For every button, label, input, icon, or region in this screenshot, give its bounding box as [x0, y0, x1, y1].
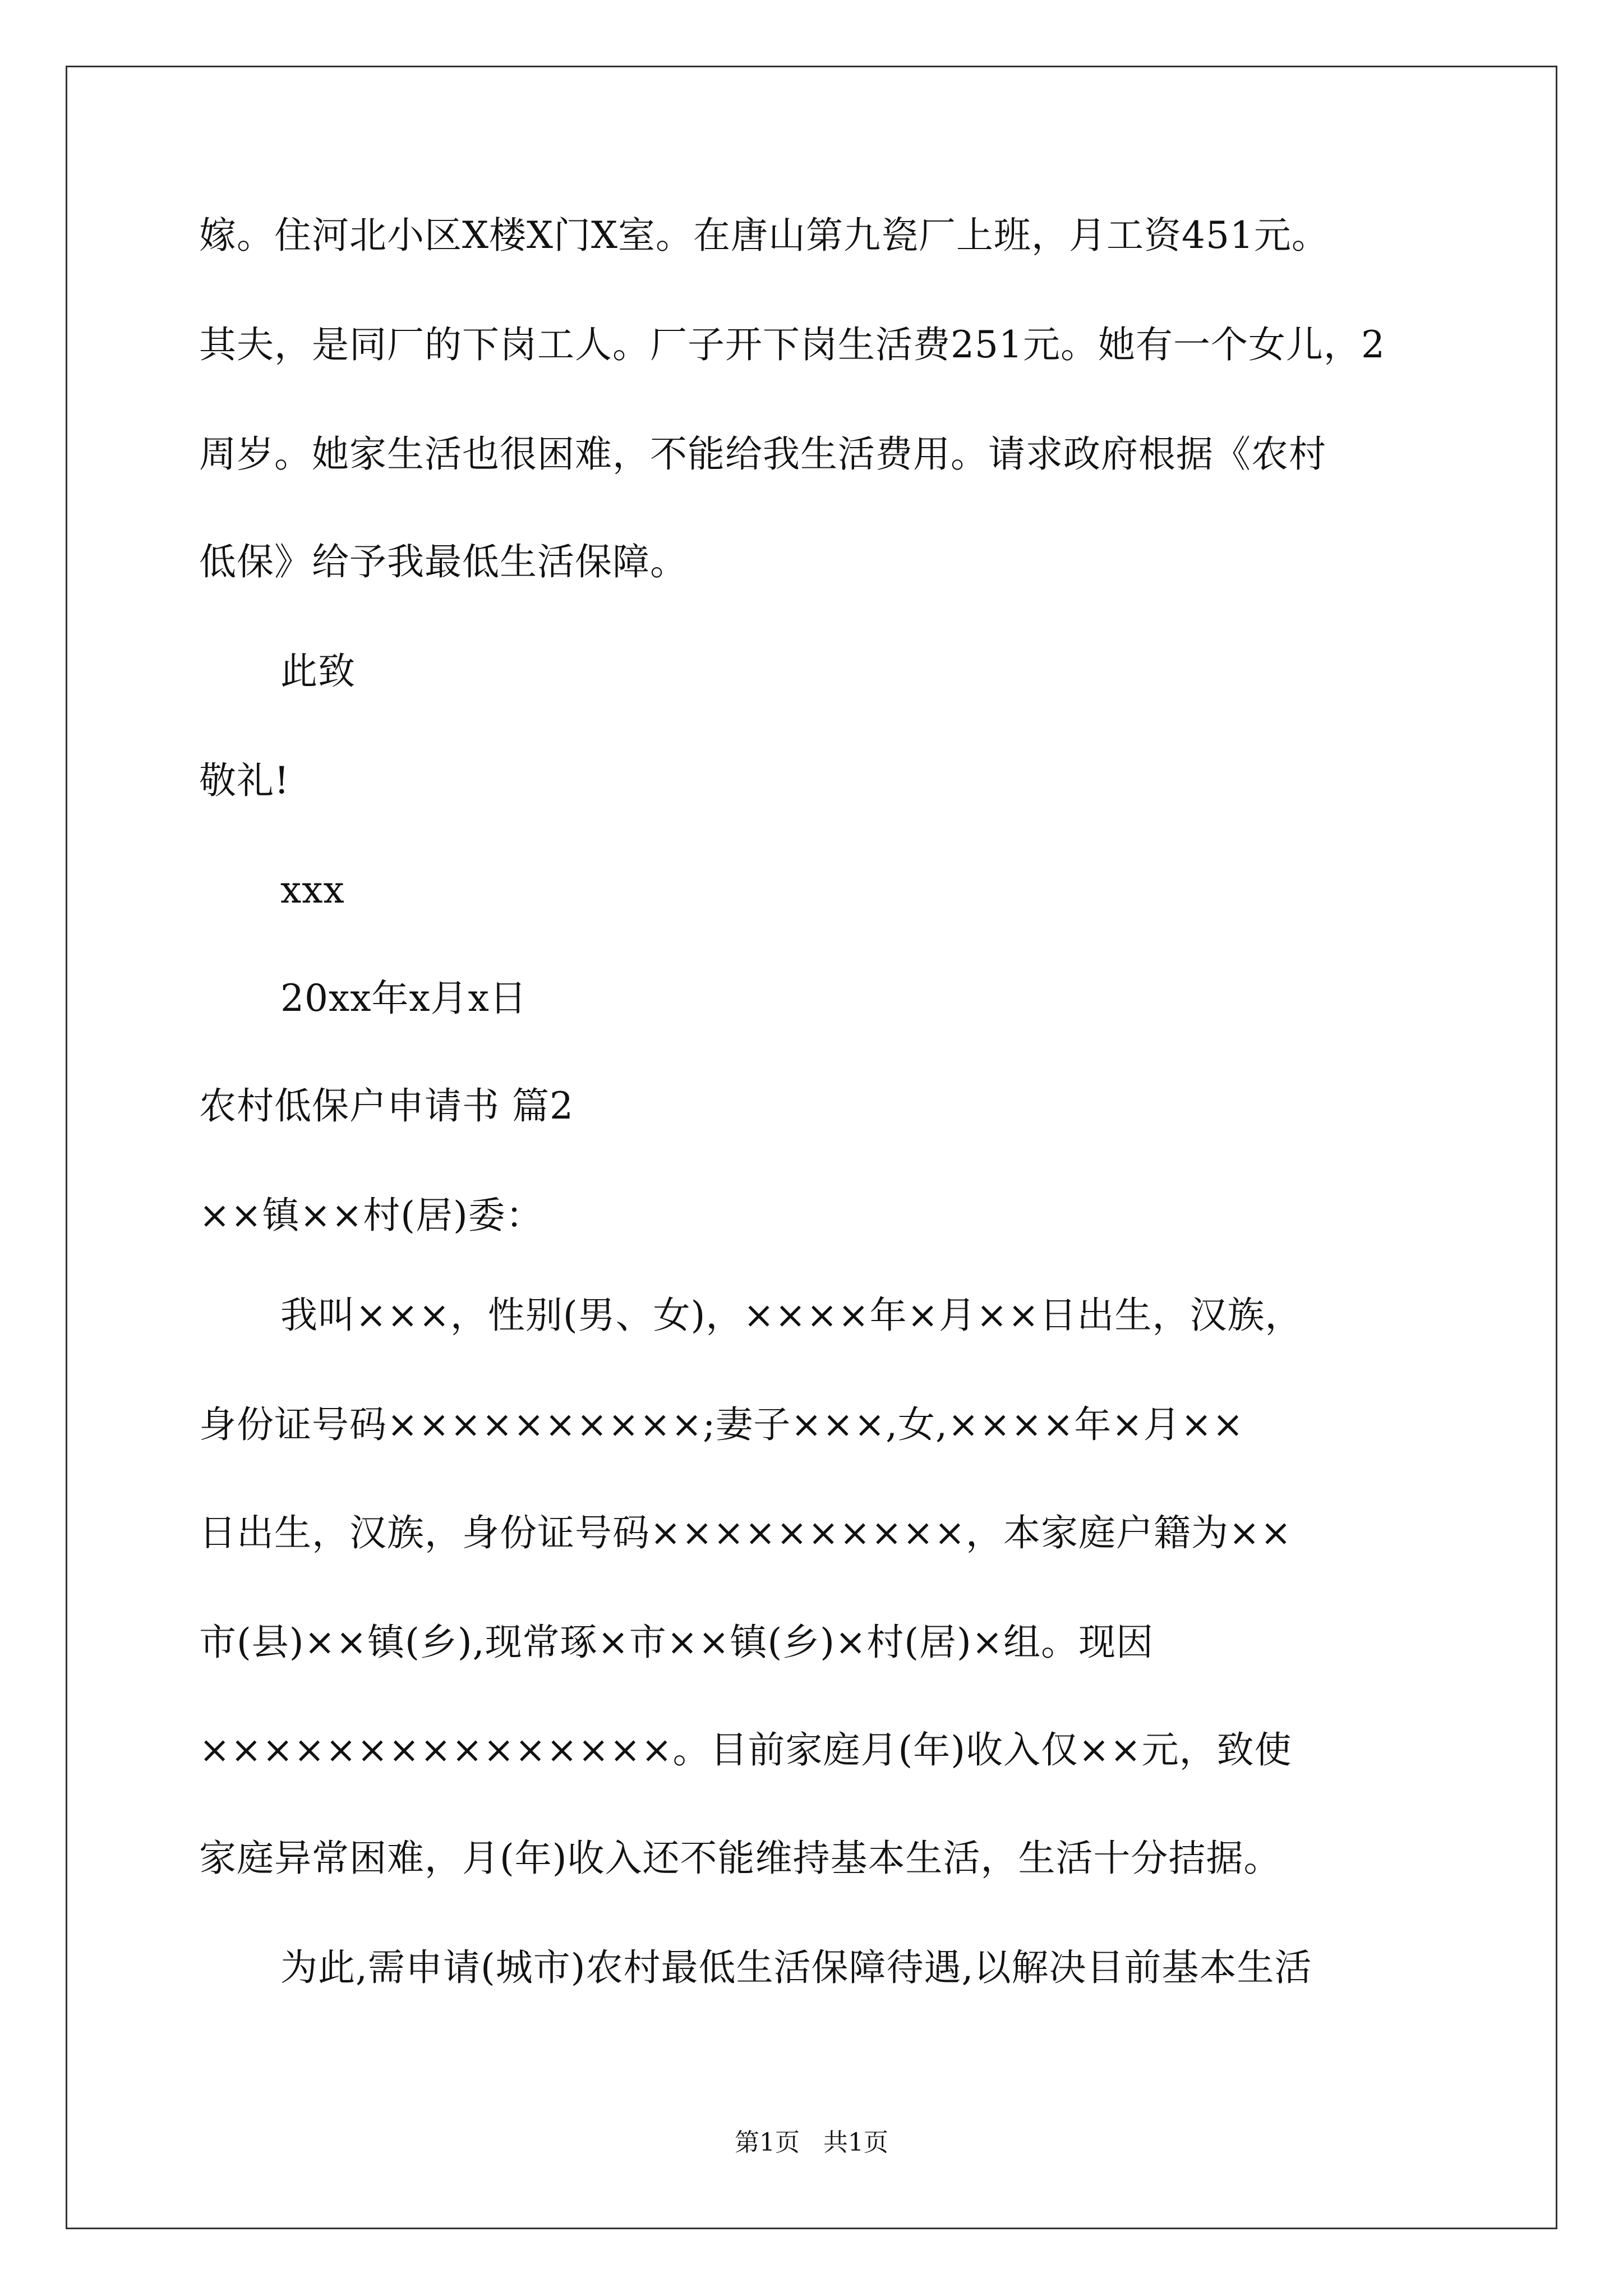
- paragraph-line: 市(县)××镇(乡),现常琢×市××镇(乡)×村(居)×组。现因: [199, 1621, 1154, 1664]
- paragraph-line: 嫁。住河北小区X楼X门X室。在唐山第九瓷厂上班，月工资451元。: [199, 214, 1329, 257]
- page-border: [66, 66, 1557, 2229]
- page-footer: 第1页 共1页: [735, 2128, 888, 2157]
- paragraph-line: 家庭异常困难，月(年)收入还不能维持基本生活，生活十分拮据。: [199, 1837, 1281, 1880]
- paragraph-line: 为此,需申请(城市)农村最低生活保障待遇,以解决目前基本生活: [280, 1946, 1312, 1989]
- closing-salutation: 此致: [280, 650, 356, 693]
- section-heading: 农村低保户申请书 篇2: [199, 1084, 574, 1128]
- paragraph-line: 日出生，汉族，身份证号码××××××××××，本家庭户籍为××: [199, 1511, 1292, 1554]
- paragraph-line: 其夫，是同厂的下岗工人。厂子开下岗生活费251元。她有一个女儿，2: [199, 323, 1385, 366]
- paragraph-line: 我叫×××，性别(男、女)，××××年×月××日出生，汉族，: [280, 1294, 1303, 1337]
- closing-regards: 敬礼!: [199, 759, 290, 802]
- paragraph-line: 身份证号码××××××××××;妻子×××,女,××××年×月××: [199, 1403, 1244, 1446]
- paragraph-line: 周岁。她家生活也很困难，不能给我生活费用。请求政府根据《农村: [199, 432, 1326, 476]
- paragraph-line: ×××××××××××××××。目前家庭月(年)收入仅××元，致使: [199, 1728, 1292, 1772]
- paragraph-line: 低保》给予我最低生活保障。: [199, 540, 688, 583]
- signature-date: 20xx年x月x日: [280, 977, 527, 1020]
- signature-name: xxx: [280, 868, 345, 912]
- addressee: ××镇××村(居)委：: [199, 1194, 543, 1237]
